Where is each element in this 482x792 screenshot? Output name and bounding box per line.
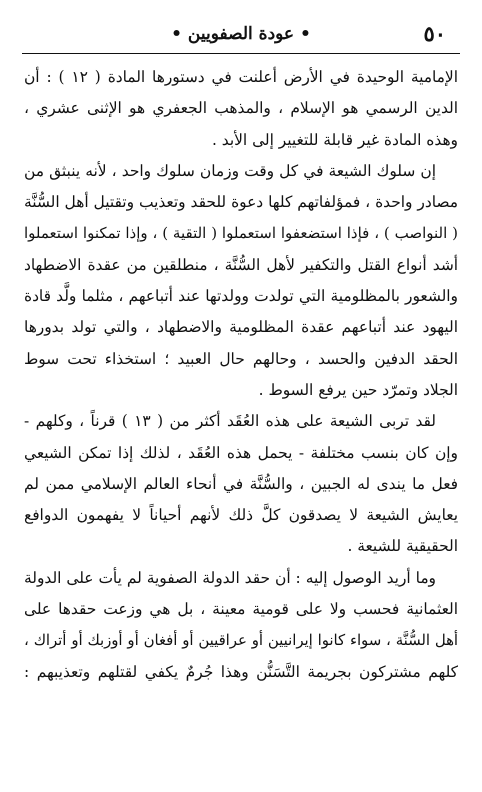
text-line: ( النواصب ) ، فإذا استضعفوا استعملوا ( التقية ) ، وإذا تمكنوا استعملوا <box>24 224 458 243</box>
page-header <box>22 14 460 50</box>
text-line: وهذه المادة غير قابلة للتغيير إلى الأبد . <box>211 130 458 149</box>
text-line: اليهود عند أتباعهم عقدة المظلومية والاضطهاد ، والتي تولد بدورها <box>24 318 458 337</box>
running-title: • عودة الصفويين • <box>171 24 311 44</box>
text-line: لقد تربى الشيعة على هذه العُقَد أكثر من ( ١٣ ) قرناً ، وكلهم - <box>24 412 437 431</box>
text-line: العثمانية فحسب ولا على قومية معينة ، بل هي وزعت حقدها على <box>24 600 458 619</box>
text-line: كلهم مشتركون بجريمة التَّسَنُّن وهذا جُرمٌ يكفي لقتلهم وتعذيبهم : <box>24 662 458 681</box>
text-line: الجلاد وتمرّد حين يرفع السوط . <box>258 380 458 399</box>
text-line: يعايش الشيعة لا يصدقون كلَّ ذلك لأنهم أحياناً لا يفهمون الدوافع <box>24 506 458 525</box>
text-line: إن سلوك الشيعة في كل وقت وزمان سلوك واحد ، لأنه ينبثق من <box>24 161 436 180</box>
header-rule <box>22 53 460 54</box>
text-line: الإمامية الوحيدة في الأرض أعلنت في دستورها المادة ( ١٢ ) : أن <box>24 68 458 86</box>
page-number: ٥٠ <box>423 21 446 46</box>
text-line: مصادر واحدة ، فمؤلفاتهم كلها دعوة للحقد وتعذيب وتقتيل أهل السُّنَّة <box>24 193 458 212</box>
text-line: أهل السُّنَّة ، سواء كانوا إيرانيين أو عراقيين أو أفغان أو أوزبك أو أتراك ، <box>24 632 458 650</box>
body-text <box>24 62 458 688</box>
text-line: والشعور بالمظلومية التي تولدت وولدتها عند أتباعهم ، مثلما ولَّد قادة <box>24 287 458 306</box>
text-line: فعل ما يندى له الجبين ، والسُّنَّة في أنحاء العالم الإسلامي ممن لم <box>24 474 458 493</box>
text-line: أشد أنواع القتل والتكفير لأهل السُّنَّة ، منطلقين من عقدة الاضطهاد <box>24 255 458 274</box>
text-line: الحقيقية للشيعة . <box>347 537 458 556</box>
text-line: الدين الرسمي هو الإسلام ، والمذهب الجعفري هو الإثنى عشري ، <box>24 99 458 118</box>
text-line: الحقد الدفين والحسد ، وحالهم حال العبيد ؛ استخذاء تحت سوط <box>24 349 458 368</box>
text-line: وما أريد الوصول إليه : أن حقد الدولة الصفوية لم يأت على الدولة <box>24 568 436 587</box>
text-line: وإن كان بنسب مختلفة - يحمل هذه العُقَد ، لذلك إذا تمكن الشيعي <box>24 443 458 462</box>
